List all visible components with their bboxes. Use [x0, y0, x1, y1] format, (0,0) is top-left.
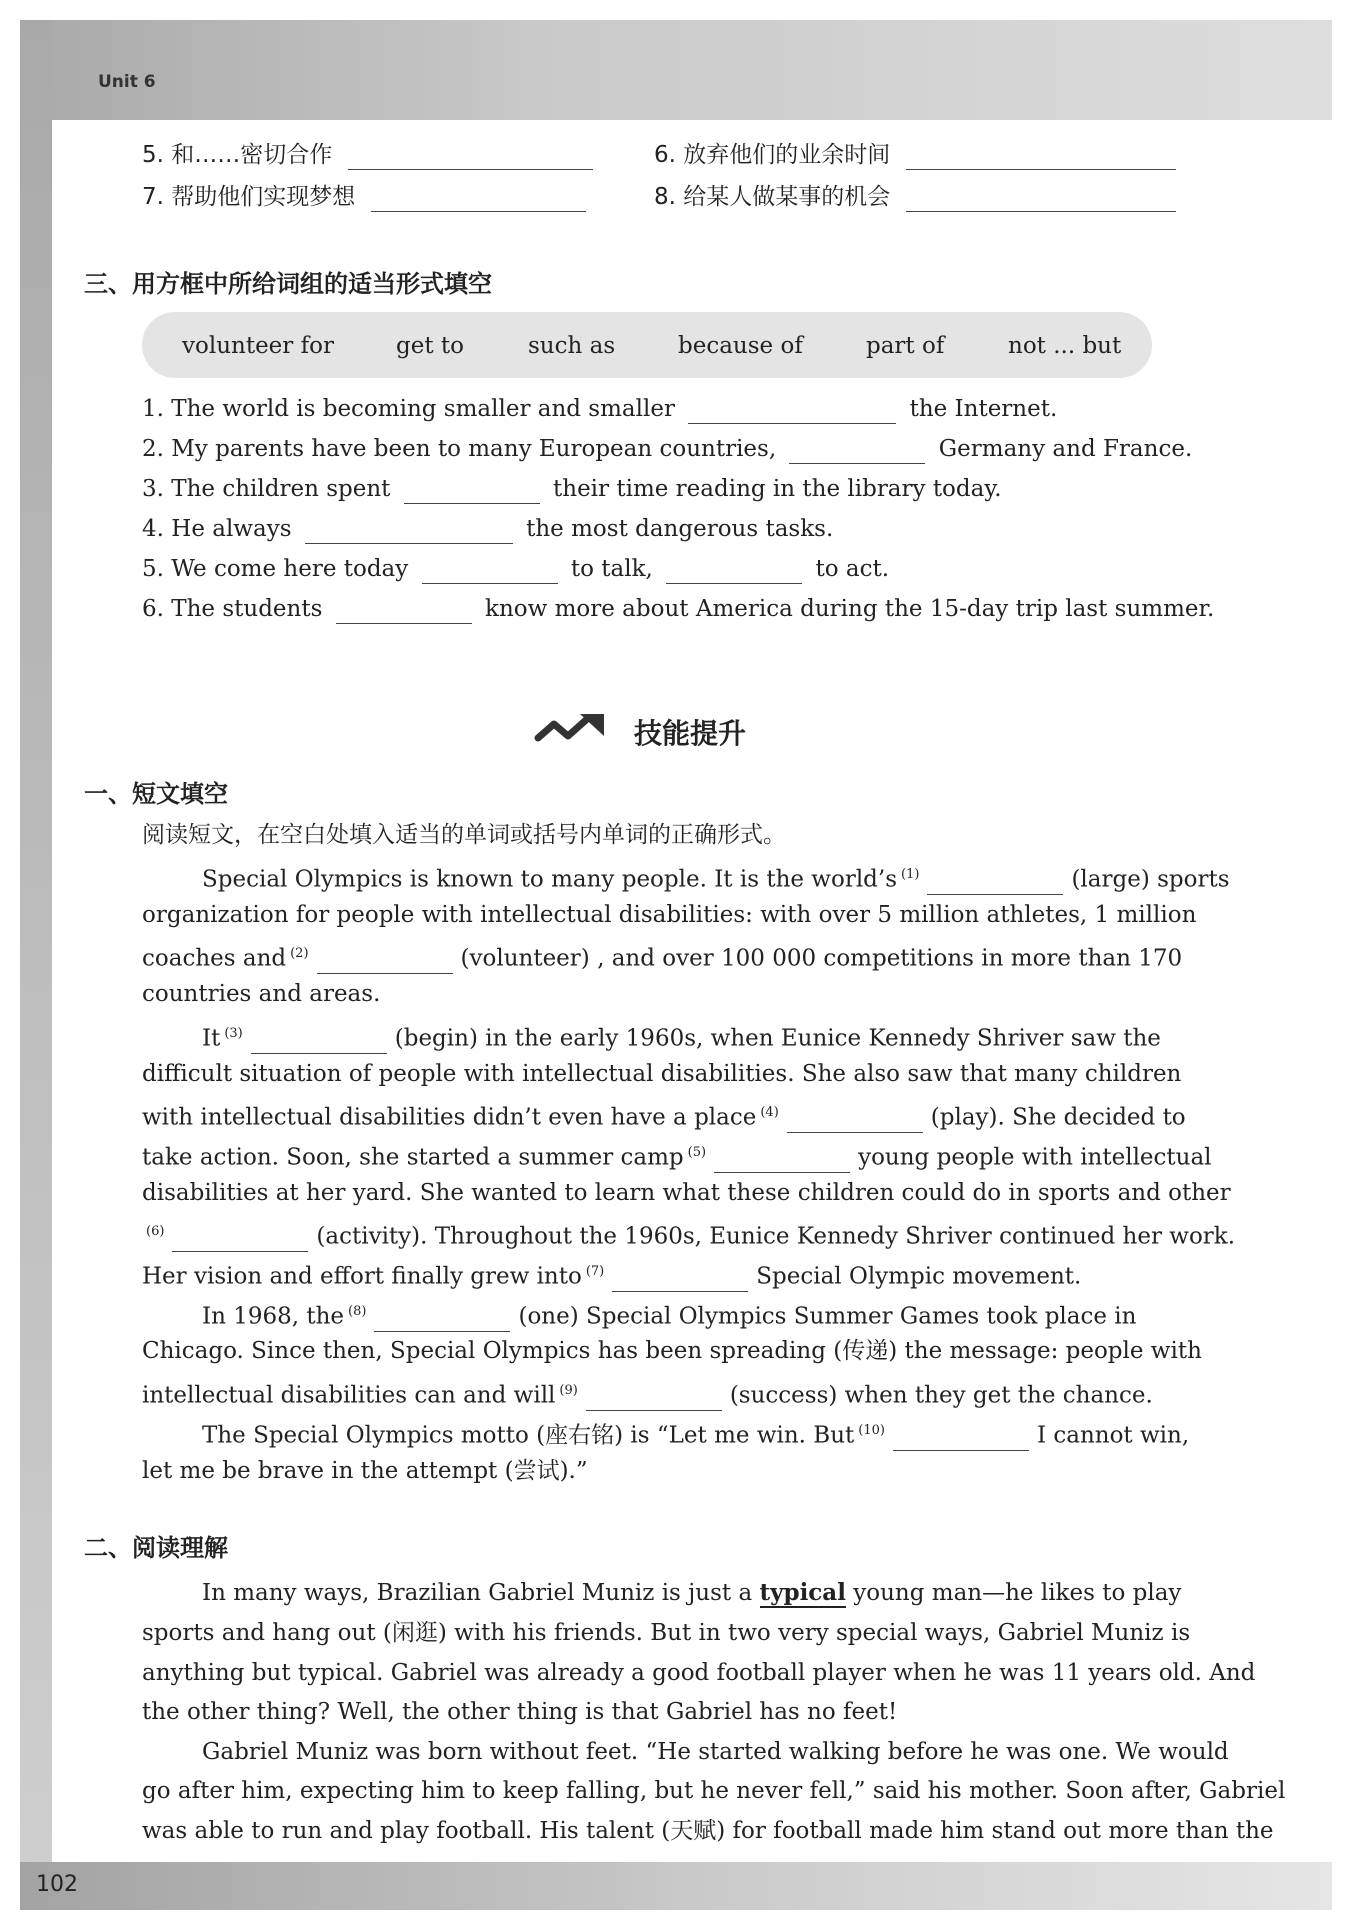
cloze-line [142, 900, 1196, 930]
phrase-item-8 [654, 182, 1176, 212]
cloze-text: Her vision and effort finally grew into [142, 1263, 582, 1290]
cloze-line [142, 1098, 1186, 1133]
blank-number: (1) [901, 867, 920, 882]
cloze-text: young people with intellectual [858, 1144, 1212, 1171]
cloze-line [142, 1217, 1235, 1252]
sentence-text: 1. The world is becoming smaller and smaller [142, 396, 675, 422]
blank-number: (9) [559, 1383, 578, 1398]
reading-line: sports and hang out (闲逛) with his friends. But in two very special ways, Gabriel Muniz is [142, 1620, 1191, 1646]
cloze-text: difficult situation of people with intellectual disabilities. She also saw that many children [142, 1061, 1182, 1087]
answer-blank[interactable] [714, 1146, 850, 1173]
cloze-line [142, 1059, 1181, 1089]
cloze-line [142, 1138, 1212, 1173]
reading-line: go after him, expecting him to keep falling, but he never fell,” said his mother. Soon after, Gabriel [142, 1778, 1286, 1804]
sentence-text: 6. The students [142, 596, 323, 622]
blank-number: (6) [146, 1224, 165, 1239]
sentence-5 [142, 554, 889, 584]
sentence-text: 2. My parents have been to many European countries, [142, 436, 777, 462]
answer-blank[interactable] [688, 397, 896, 424]
sentence-text: to act. [815, 556, 890, 582]
page-frame-left [20, 20, 52, 1910]
phrase-label: 7. 帮助他们实现梦想 [142, 184, 356, 210]
answer-blank[interactable] [422, 557, 558, 584]
sentence-text: 5. We come here today [142, 556, 409, 582]
answer-blank[interactable] [666, 557, 802, 584]
answer-blank[interactable] [927, 868, 1063, 895]
reading-line: the other thing? Well, the other thing is that Gabriel has no feet! [142, 1699, 898, 1725]
blank-number: (7) [585, 1264, 605, 1279]
cloze-text: (activity). Throughout the 1960s, Eunice Kennedy Shriver continued her work. [316, 1223, 1236, 1250]
sentence-6 [142, 594, 1214, 624]
section-title-cloze: 一、短文填空 [84, 780, 228, 808]
trend-arrow-icon [534, 712, 614, 748]
answer-blank[interactable] [612, 1265, 748, 1292]
cloze-line [142, 1456, 588, 1486]
answer-blank[interactable] [586, 1384, 722, 1411]
phrase-label: 8. 给某人做某事的机会 [654, 184, 891, 210]
sentence-text: know more about America during the 15-day trip last summer. [485, 596, 1215, 622]
blank-number: (8) [348, 1304, 367, 1319]
cloze-line [202, 1297, 1136, 1332]
reading-text: In many ways, Brazilian Gabriel Muniz is just a [202, 1580, 753, 1606]
skills-heading: 技能提升 [634, 717, 747, 750]
sentence-4 [142, 514, 833, 544]
sentence-text: the most dangerous tasks. [526, 516, 834, 542]
cloze-text: take action. Soon, she started a summer camp [142, 1144, 684, 1171]
blank-number: (2) [290, 946, 309, 961]
cloze-text: countries and areas. [142, 981, 381, 1007]
highlighted-word: typical [759, 1579, 846, 1606]
cloze-text: disabilities at her yard. She wanted to learn what these children could do in sports and other [142, 1180, 1231, 1206]
phrase-item-7 [142, 182, 586, 212]
sentence-text: their time reading in the library today. [553, 476, 1002, 502]
word-option: get to [396, 333, 464, 359]
phrase-label: 5. 和……密切合作 [142, 142, 333, 168]
reading-line: Gabriel Muniz was born without feet. “He started walking before he was one. We would [202, 1739, 1229, 1765]
answer-blank[interactable] [336, 597, 472, 624]
sentence-1 [142, 394, 1057, 424]
sentence-text: to talk, [570, 556, 653, 582]
answer-blank[interactable] [789, 437, 925, 464]
cloze-text: Special Olympics is known to many people. It is the world’s [202, 866, 898, 893]
cloze-text: I cannot win, [1036, 1422, 1190, 1449]
cloze-text: (play). She decided to [930, 1104, 1186, 1131]
cloze-text: coaches and [142, 945, 287, 972]
cloze-text: In 1968, the [202, 1303, 345, 1330]
answer-blank[interactable] [906, 185, 1176, 212]
unit-label: Unit 6 [98, 72, 156, 92]
phrase-item-5 [142, 140, 593, 170]
phrase-item-6 [654, 140, 1176, 170]
answer-blank[interactable] [404, 477, 540, 504]
cloze-text: intellectual disabilities can and will [142, 1382, 556, 1409]
word-option: part of [866, 333, 945, 359]
blank-number: (3) [224, 1026, 243, 1041]
cloze-text: It [202, 1025, 221, 1052]
cloze-text: (begin) in the early 1960s, when Eunice Kennedy Shriver saw the [394, 1025, 1161, 1052]
sentence-text: the Internet. [909, 396, 1058, 422]
blank-number: (4) [760, 1105, 779, 1120]
cloze-line [142, 1257, 1081, 1292]
word-option: volunteer for [182, 333, 334, 359]
cloze-line [202, 860, 1230, 895]
cloze-line [142, 979, 380, 1009]
cloze-text: with intellectual disabilities didn’t even have a place [142, 1104, 757, 1131]
cloze-line [202, 1416, 1189, 1451]
page-number: 102 [36, 1872, 78, 1897]
answer-blank[interactable] [317, 947, 453, 974]
answer-blank[interactable] [251, 1027, 387, 1054]
page-frame-bottom [20, 1862, 1332, 1910]
sentence-text: Germany and France. [938, 436, 1193, 462]
answer-blank[interactable] [305, 517, 513, 544]
sentence-2 [142, 434, 1192, 464]
answer-blank[interactable] [371, 185, 586, 212]
cloze-text: Special Olympic movement. [756, 1263, 1082, 1290]
cloze-line [202, 1019, 1161, 1054]
sentence-text: 4. He always [142, 516, 292, 542]
cloze-text: let me be brave in the attempt (尝试).” [142, 1458, 588, 1484]
cloze-text: (success) when they get the chance. [729, 1382, 1153, 1409]
phrase-label: 6. 放弃他们的业余时间 [654, 142, 891, 168]
cloze-line [142, 1336, 1202, 1366]
cloze-text: (large) sports [1071, 866, 1230, 893]
sentence-3 [142, 474, 1002, 504]
blank-number: (5) [687, 1145, 707, 1160]
cloze-text: (volunteer) , and over 100 000 competitions in more than 170 [460, 945, 1183, 972]
page-frame-top [20, 20, 1332, 120]
answer-blank[interactable] [374, 1305, 510, 1332]
cloze-text: organization for people with intellectual disabilities: with over 5 million athletes, 1 million [142, 902, 1197, 928]
cloze-line [142, 1178, 1231, 1208]
word-option: such as [528, 333, 616, 359]
section-title-reading: 二、阅读理解 [84, 1534, 228, 1562]
word-option: because of [678, 333, 803, 359]
cloze-text: The Special Olympics motto (座右铭) is “Let me win. But [202, 1422, 855, 1449]
reading-text: young man—he likes to play [853, 1580, 1182, 1606]
reading-line-1 [202, 1578, 1181, 1608]
answer-blank[interactable] [348, 143, 593, 170]
sentence-text: 3. The children spent [142, 476, 391, 502]
answer-blank[interactable] [906, 143, 1176, 170]
answer-blank[interactable] [172, 1225, 308, 1252]
answer-blank[interactable] [787, 1106, 923, 1133]
answer-blank[interactable] [893, 1424, 1029, 1451]
cloze-instruction: 阅读短文，在空白处填入适当的单词或括号内单词的正确形式。 [142, 822, 786, 848]
cloze-text: (one) Special Olympics Summer Games took place in [518, 1303, 1137, 1330]
cloze-line [142, 939, 1182, 974]
cloze-line [142, 1376, 1153, 1411]
reading-line: anything but typical. Gabriel was already a good football player when he was 11 years old. And [142, 1660, 1256, 1686]
blank-number: (10) [858, 1423, 885, 1438]
section-title-phrase-fill: 三、用方框中所给词组的适当形式填空 [84, 270, 492, 298]
word-option: not ... but [1008, 333, 1122, 359]
cloze-text: Chicago. Since then, Special Olympics has been spreading (传递) the message: people with [142, 1338, 1202, 1364]
reading-line: was able to run and play football. His talent (天赋) for football made him stand out more than the [142, 1818, 1274, 1844]
